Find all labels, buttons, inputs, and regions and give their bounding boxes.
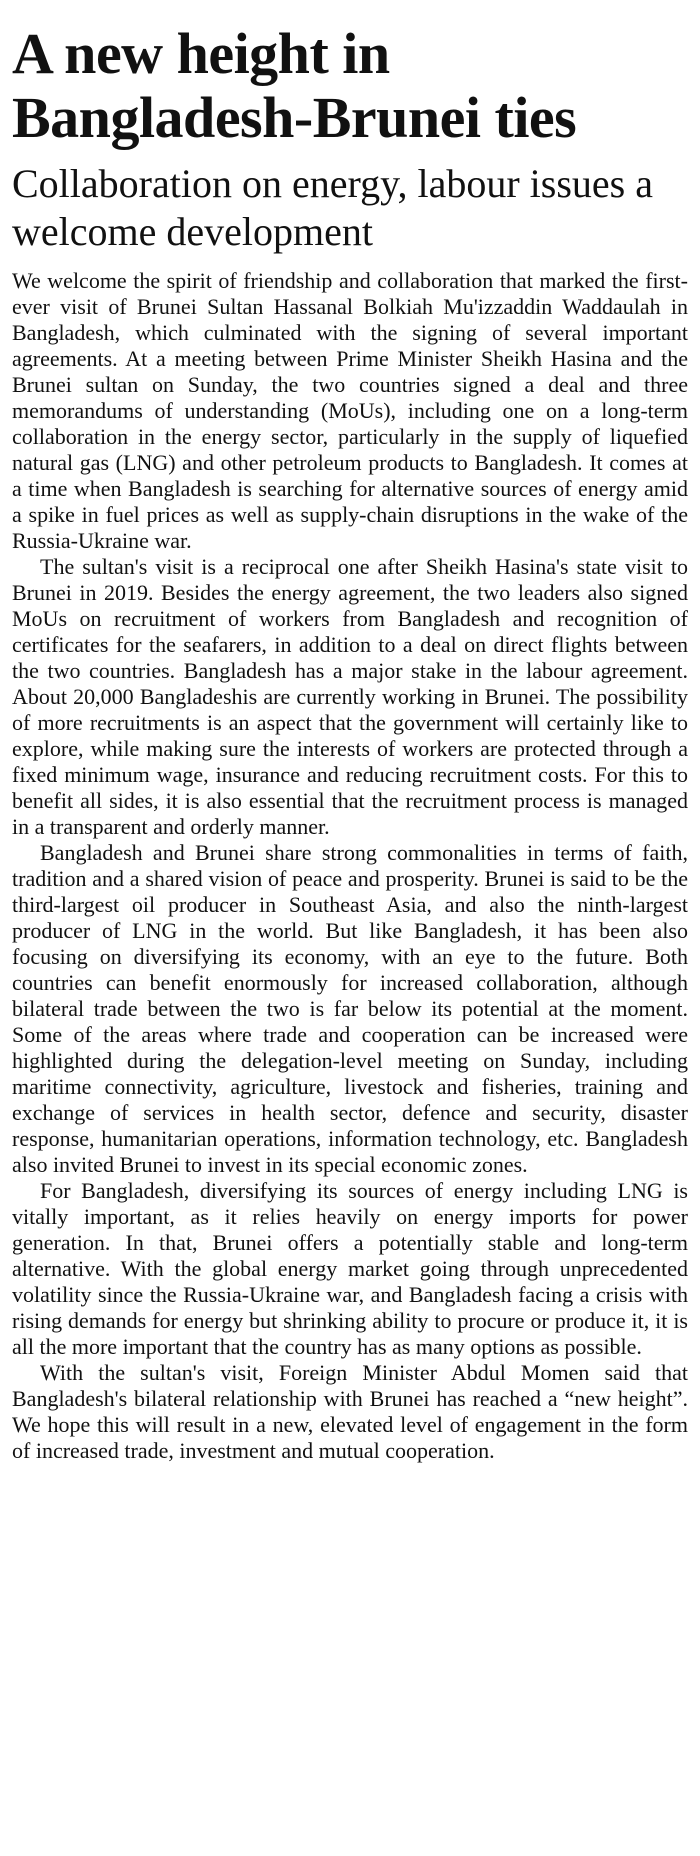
headline-line-2: Bangladesh-Brunei ties [12, 85, 577, 150]
paragraph-4: For Bangladesh, diversifying its sources of energy including LNG is vitally important, as it relies heavily on energy imports for power generation. In that, Brunei offers a potentially stable and long-term alternative. With the global energy market going through unprecedented volatility since the Russia-Ukraine war, and Bangladesh facing a crisis with rising demands for energy but shrinking ability to procure or produce it, it is all the more important that the country has as many options as possible. [12, 1178, 688, 1359]
article-body [12, 268, 688, 1464]
paragraph-3: Bangladesh and Brunei share strong commonalities in terms of faith, tradition and a shared vision of peace and prosperity. Brunei is said to be the third-largest oil producer in Southeast Asia, and also the ninth-largest producer of LNG in the world. But like Bangladesh, it has been also focusing on diversifying its economy, with an eye to the future. Both countries can benefit enormously for increased collaboration, although bilateral trade between the two is far below its potential at the moment. Some of the areas where trade and cooperation can be increased were highlighted during the delegation-level meeting on Sunday, including maritime connectivity, agriculture, livestock and fisheries, training and exchange of services in health sector, defence and security, disaster response, humanitarian operations, information technology, etc. Bangladesh also invited Brunei to invest in its special economic zones. [12, 840, 688, 1177]
paragraph-1: We welcome the spirit of friendship and collaboration that marked the first-ever visit of Brunei Sultan Hassanal Bolkiah Mu'izzaddin Waddaulah in Bangladesh, which culminated with the signing of several important agreements. At a meeting between Prime Minister Sheikh Hasina and the Brunei sultan on Sunday, the two countries signed a deal and three memorandums of understanding (MoUs), including one on a long-term collaboration in the energy sector, particularly in the supply of liquefied natural gas (LNG) and other petroleum products to Bangladesh. It comes at a time when Bangladesh is searching for alternative sources of energy amid a spike in fuel prices as well as supply-chain disruptions in the wake of the Russia-Ukraine war. [12, 268, 688, 553]
paragraph-2: The sultan's visit is a reciprocal one after Sheikh Hasina's state visit to Brunei in 2019. Besides the energy agreement, the two leaders also signed MoUs on recruitment of workers from Bangladesh and recognition of certificates for the seafarers, in addition to a deal on direct flights between the two countries. Bangladesh has a major stake in the labour agreement. About 20,000 Bangladeshis are currently working in Brunei. The possibility of more recruitments is an aspect that the government will certainly like to explore, while making sure the interests of workers are protected through a fixed minimum wage, insurance and reducing recruitment costs. For this to benefit all sides, it is also essential that the recruitment process is managed in a transparent and orderly manner. [12, 554, 688, 839]
headline [12, 22, 688, 150]
paragraph-5: With the sultan's visit, Foreign Minister Abdul Momen said that Bangladesh's bilateral relationship with Brunei has reached a “new height”. We hope this will result in a new, elevated level of engagement in the form of increased trade, investment and mutual cooperation. [12, 1360, 688, 1463]
subheadline: Collaboration on energy, labour issues a welcome development [12, 161, 653, 254]
article [12, 0, 688, 1464]
headline-line-1: A new height in [12, 21, 390, 86]
